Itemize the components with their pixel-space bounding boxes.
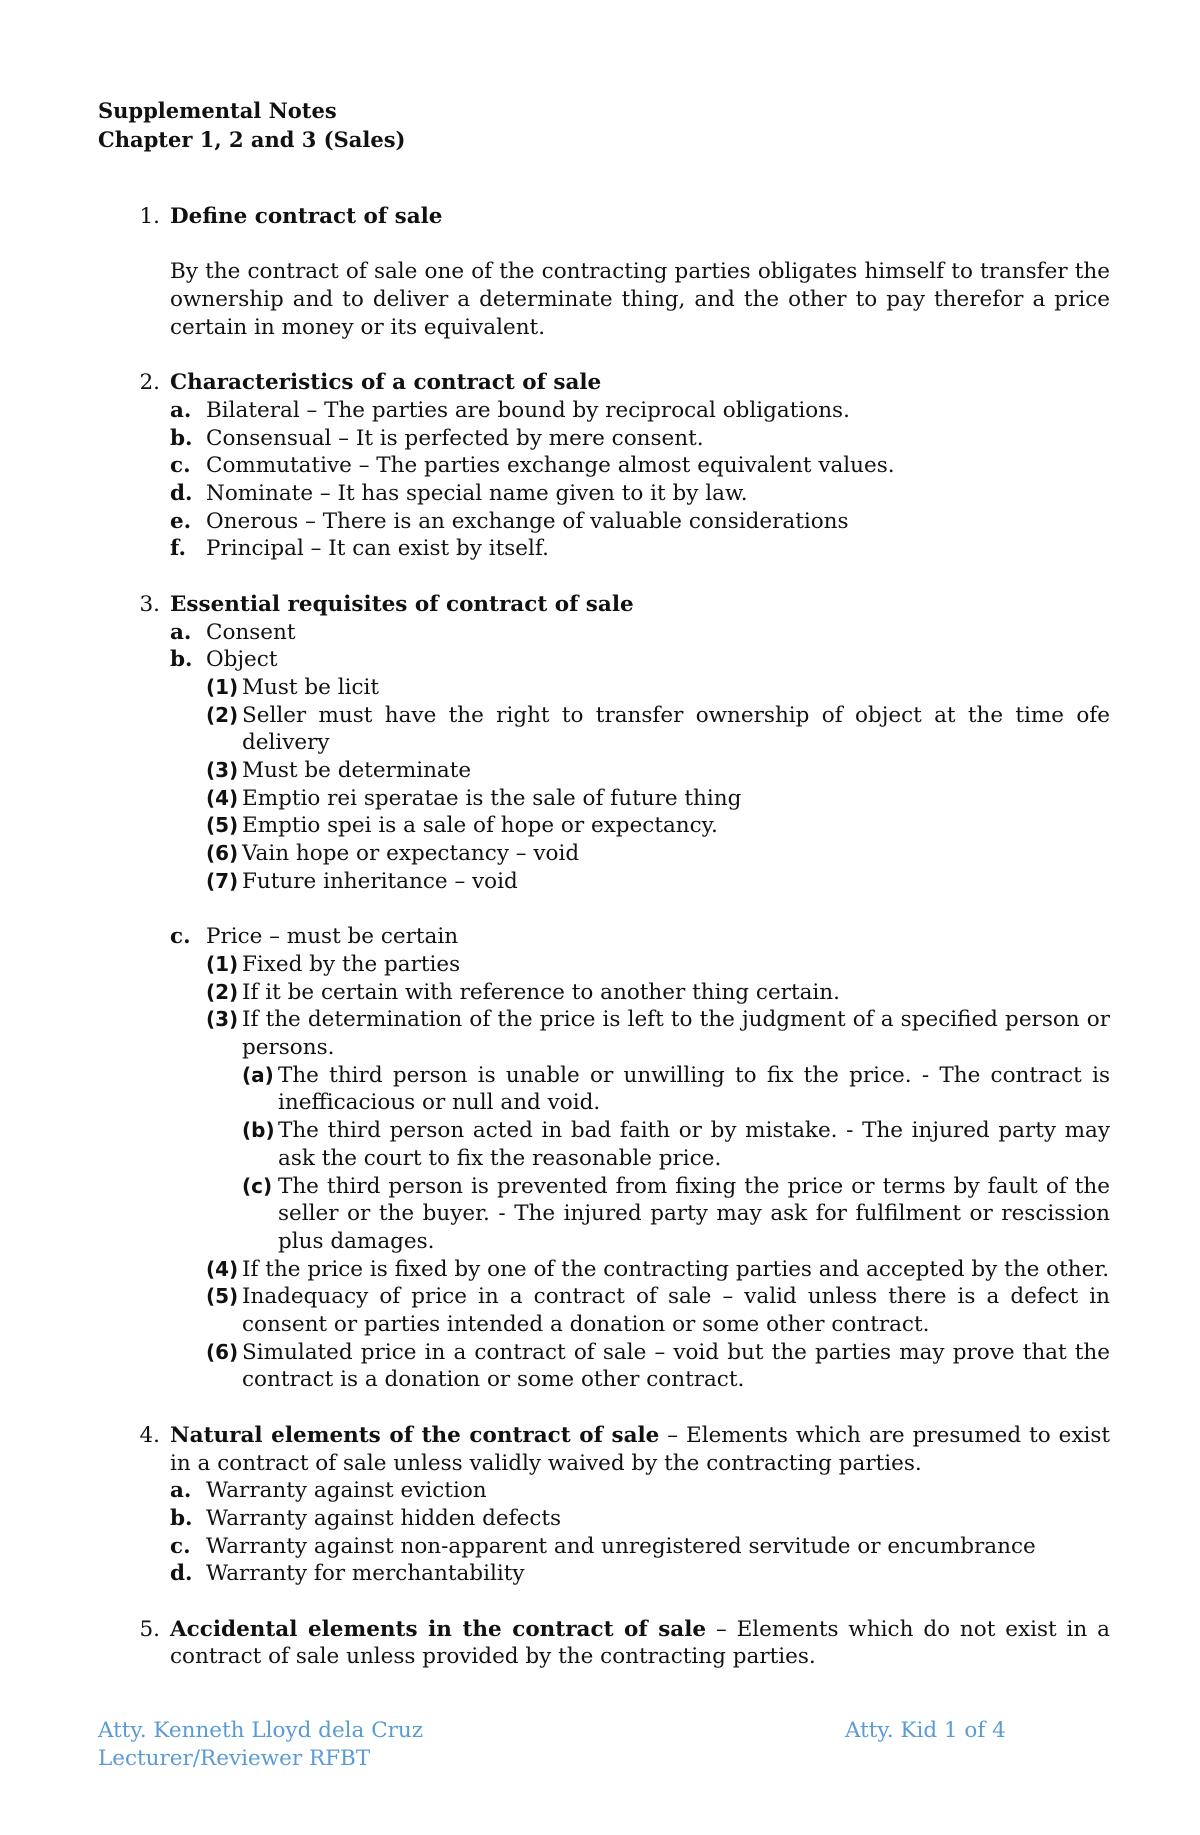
item-text: Consensual – It is perfected by mere consent.	[206, 425, 704, 451]
section-number: 5.	[139, 1616, 160, 1642]
document-title: Supplemental Notes	[98, 98, 337, 123]
section-number: 4.	[139, 1422, 160, 1448]
sublist-item	[206, 757, 1110, 785]
item-text: Commutative – The parties exchange almost equivalent values.	[206, 453, 895, 479]
item-marker: e.	[170, 508, 192, 534]
list-item	[170, 425, 1110, 453]
item-text: Onerous – There is an exchange of valuable considerations	[206, 508, 849, 534]
item-text: The third person is unable or unwilling to fix the price. - The contract is inefficacious or null and void.	[278, 1062, 1110, 1116]
list-item	[170, 535, 1110, 563]
item-marker: (3)	[206, 1007, 239, 1032]
item-marker: (6)	[206, 1339, 239, 1364]
list-item-price	[170, 923, 1110, 951]
footer-role: Lecturer/Reviewer RFBT	[98, 1745, 371, 1771]
item-text: Vain hope or expectancy – void	[242, 841, 580, 867]
item-marker: (5)	[206, 813, 239, 838]
item-marker: (2)	[206, 979, 239, 1004]
list-item	[170, 1533, 1110, 1561]
item-marker: (7)	[206, 868, 239, 893]
sublist-item	[206, 951, 1110, 979]
item-marker: c.	[170, 1533, 191, 1559]
list-item	[170, 508, 1110, 536]
sublist-item	[206, 785, 1110, 813]
document-header	[98, 96, 405, 154]
item-text: Principal – It can exist by itself.	[206, 536, 549, 562]
item-marker: c.	[170, 924, 191, 950]
footer-author: Atty. Kenneth Lloyd dela Cruz	[98, 1718, 424, 1743]
third-person-sublist	[206, 1062, 1110, 1256]
section-title: Accidental elements in the contract of sale	[170, 1616, 707, 1642]
section-number: 2.	[139, 370, 160, 396]
item-text: Warranty against hidden defects	[206, 1505, 562, 1531]
sublist-item	[206, 868, 1110, 896]
item-text: Emptio spei is a sale of hope or expectancy.	[242, 813, 718, 839]
section-5	[132, 1616, 1110, 1671]
requisites-list	[170, 619, 1110, 1395]
list-item	[170, 1505, 1110, 1533]
object-sublist	[170, 674, 1110, 896]
spacer	[170, 896, 1110, 924]
item-text: Warranty against non-apparent and unregistered servitude or encumbrance	[206, 1533, 1036, 1559]
footer-author-block	[98, 1717, 423, 1772]
sublist-item	[206, 1283, 1110, 1338]
item-text: Nominate – It has special name given to it by law.	[206, 481, 748, 506]
list-item	[170, 1477, 1110, 1505]
sublist-item	[206, 702, 1110, 757]
list-item	[170, 452, 1110, 480]
list-item-object	[170, 646, 1110, 674]
item-marker: (1)	[206, 674, 239, 699]
sublist-item	[242, 1062, 1110, 1117]
item-marker: b.	[170, 1505, 193, 1531]
section-2	[132, 369, 1110, 563]
section-title: Essential requisites of contract of sale	[170, 591, 634, 617]
sublist-item	[206, 1339, 1110, 1394]
item-marker: (3)	[206, 758, 239, 783]
sublist-item	[206, 1006, 1110, 1061]
section-heading-line	[170, 1422, 1110, 1477]
natural-elements-list	[170, 1477, 1110, 1588]
item-marker: (a)	[242, 1062, 274, 1087]
item-marker: (c)	[242, 1173, 273, 1198]
item-marker: (6)	[206, 841, 239, 866]
item-text: Future inheritance – void	[242, 868, 518, 894]
document-subtitle: Chapter 1, 2 and 3 (Sales)	[98, 127, 406, 152]
item-marker: f.	[170, 536, 186, 562]
item-marker: (4)	[206, 785, 239, 810]
list-item-consent	[170, 619, 1110, 647]
section-3	[132, 591, 1110, 1394]
item-marker: b.	[170, 647, 193, 673]
item-text: If the price is fixed by one of the contracting parties and accepted by the other.	[242, 1256, 1110, 1282]
item-text: Warranty for merchantability	[206, 1561, 525, 1587]
section-title: Natural elements of the contract of sale	[170, 1422, 660, 1448]
sublist-item	[206, 840, 1110, 868]
item-text: If it be certain with reference to another thing certain.	[242, 979, 840, 1005]
sublist-item	[206, 674, 1110, 702]
section-4	[132, 1422, 1110, 1588]
item-marker: (2)	[206, 702, 239, 727]
item-marker: (4)	[206, 1256, 239, 1281]
item-marker: a.	[170, 1478, 192, 1504]
item-text: Object	[206, 647, 278, 673]
item-marker: a.	[170, 619, 192, 645]
item-text: Simulated price in a contract of sale – void but the parties may prove that the contract is a donation or some other contract.	[242, 1339, 1110, 1393]
item-marker: a.	[170, 397, 192, 423]
item-text: The third person is prevented from fixing the price or terms by fault of the seller or the buyer. - The injured party may ask for fulfilment or rescission plus damages.	[278, 1173, 1110, 1254]
item-marker: d.	[170, 1561, 193, 1587]
item-text: Bilateral – The parties are bound by reciprocal obligations.	[206, 397, 850, 423]
item-marker: b.	[170, 425, 193, 451]
sublist-item	[206, 979, 1110, 1007]
item-text: Warranty against eviction	[206, 1478, 487, 1504]
section-title: Define contract of sale	[170, 204, 443, 229]
item-text: Emptio rei speratae is the sale of future thing	[242, 785, 742, 811]
sublist-item	[242, 1117, 1110, 1172]
characteristics-list	[170, 397, 1110, 563]
item-marker: (b)	[242, 1118, 275, 1143]
sublist-item	[206, 812, 1110, 840]
list-item	[170, 1560, 1110, 1588]
section-number: 3.	[139, 591, 160, 617]
section-title: Characteristics of a contract of sale	[170, 370, 602, 396]
item-text: Fixed by the parties	[242, 951, 461, 977]
document-body	[132, 203, 1110, 1671]
section-description: – Elements which are presumed to exist in a contract of sale unless validly waived by the contracting parties.	[170, 1422, 1110, 1476]
section-number: 1.	[139, 204, 160, 229]
price-sublist	[170, 951, 1110, 1394]
item-text: Must be determinate	[242, 758, 472, 784]
section-heading-line	[170, 1616, 1110, 1671]
item-text: Price – must be certain	[206, 924, 459, 950]
item-text: Seller must have the right to transfer ownership of object at the time ofe delivery	[242, 702, 1110, 756]
list-item	[170, 480, 1110, 508]
section-paragraph: By the contract of sale one of the contracting parties obligates himself to transfer the ownership and to deliver a determinate thing, and the other to pay therefor a price certain in money or its equivalent.	[170, 259, 1110, 340]
section-1	[132, 203, 1110, 342]
item-marker: (1)	[206, 951, 239, 976]
item-marker: c.	[170, 453, 191, 479]
footer-page-number: Atty. Kid 1 of 4	[845, 1718, 1006, 1743]
section-description: – Elements which do not exist in a contract of sale unless provided by the contracting parties.	[170, 1616, 1110, 1670]
item-marker: d.	[170, 481, 193, 506]
item-text: Must be licit	[242, 674, 379, 700]
list-item	[170, 397, 1110, 425]
item-text: Consent	[206, 619, 296, 645]
sublist-item	[242, 1173, 1110, 1256]
sublist-item	[206, 1256, 1110, 1284]
item-text: Inadequacy of price in a contract of sale – valid unless there is a defect in consent or parties intended a donation or some other contract.	[242, 1284, 1110, 1338]
item-text: If the determination of the price is left to the judgment of a specified person or persons.	[242, 1007, 1110, 1061]
item-marker: (5)	[206, 1284, 239, 1309]
item-text: The third person acted in bad faith or by mistake. - The injured party may ask the court to fix the reasonable price.	[278, 1118, 1110, 1171]
